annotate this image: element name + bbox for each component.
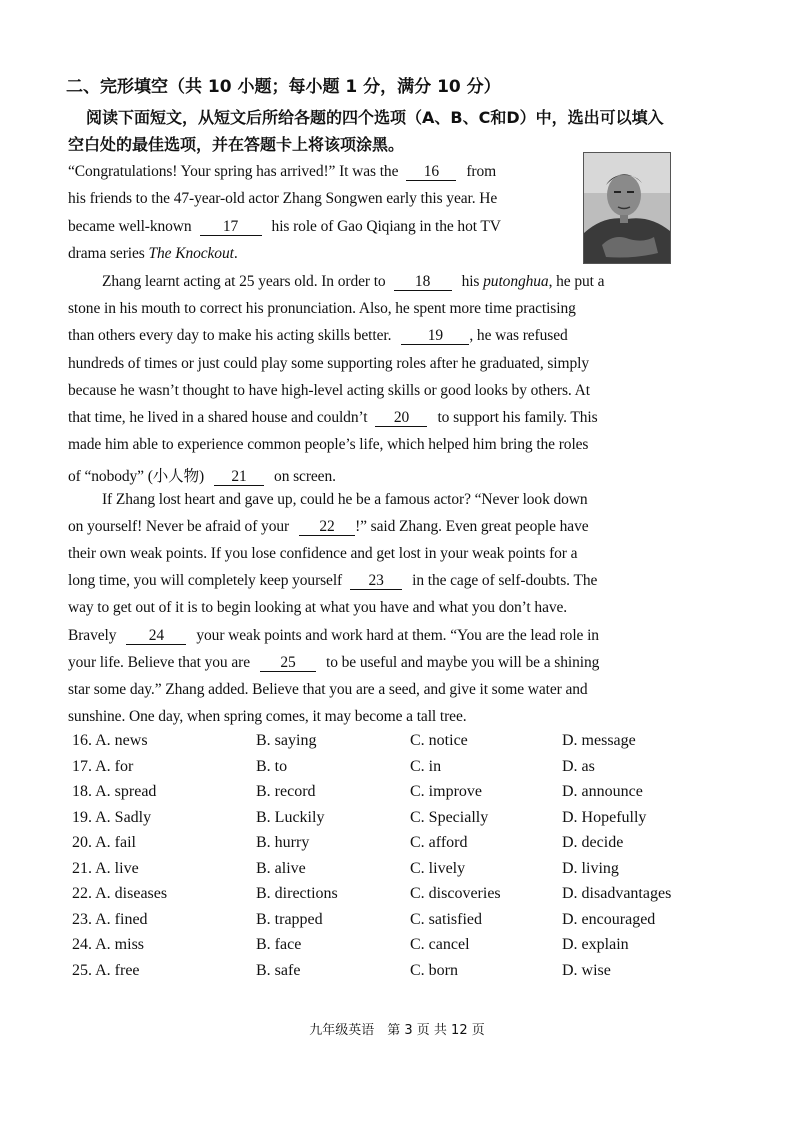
text: to support his family. This [437,409,598,426]
blank-21: 21 [214,468,264,486]
option-d: D. explain [562,936,629,953]
option-row-22 [72,885,712,911]
passage-line-21: sunshine. One day, when spring comes, it may become a tall tree. [68,708,467,725]
option-c: C. discoveries [410,885,501,902]
option-b: B. hurry [256,834,310,851]
actor-photo [583,152,671,264]
option-row-16 [72,732,712,758]
option-b: B. saying [256,732,317,749]
passage-line-17: way to get out of it is to begin looking at what you have and what you don’t have. [68,599,568,616]
option-d: D. decide [562,834,624,851]
passage-line-10 [68,409,598,427]
option-c: C. notice [410,732,468,749]
text: in the cage of self-doubts. The [412,572,598,589]
option-a: 17. A. for [72,757,134,775]
passage-line-8: hundreds of times or just could play some supporting roles after he graduated, simply [68,355,589,372]
passage-line-16 [68,572,597,590]
passage-line-4 [68,245,238,263]
option-c: C. lively [410,859,466,877]
passage-line-18 [68,627,599,645]
text: Bravely [68,627,117,644]
option-d: D. encouraged [562,910,656,928]
text: from [466,163,497,180]
drama-title: The Knockout [148,245,234,262]
option-a: 16. A. news [72,732,148,749]
text: your life. Believe that you are [68,654,250,671]
passage-line-7 [68,327,568,345]
option-c: C. satisfied [410,910,482,928]
text: on screen. [274,468,336,485]
option-a: 19. A. Sadly [72,808,152,826]
option-d: D. as [562,757,595,775]
option-row-19 [72,809,712,835]
option-d: D. Hopefully [562,808,647,826]
passage-line-5 [102,273,604,291]
text: on yourself! Never be afraid of your [68,518,290,535]
answer-options [72,732,712,987]
option-c: C. Specially [410,808,489,826]
option-row-21 [72,860,712,886]
option-a: 22. A. diseases [72,885,168,902]
option-d: D. announce [562,783,643,800]
text: long time, you will completely keep yourself [68,572,343,589]
text: , he put a [548,273,605,290]
text: that time, he lived in a shared house and couldn’t [68,409,368,426]
passage-line-19 [68,654,599,672]
option-row-18 [72,783,712,809]
option-row-24 [72,936,712,962]
option-c: C. born [410,961,458,979]
text: than others every day to make his acting skills better. [68,327,392,344]
option-row-23 [72,911,712,937]
text: , he was refused [469,327,568,344]
page-footer: 九年级英语 第 3 页 共 12 页 [309,1023,485,1038]
blank-18: 18 [394,273,452,291]
option-b: B. directions [256,885,338,902]
option-row-20 [72,834,712,860]
option-a: 18. A. spread [72,783,157,800]
option-b: B. trapped [256,910,323,928]
passage-line-15: their own weak points. If you lose confidence and get lost in your weak points for a [68,545,578,562]
text: his role of Gao Qiqiang in the hot TV [271,218,501,235]
option-d: D. disadvantages [562,885,672,902]
passage-line-1 [68,163,496,181]
option-b: B. to [256,757,288,775]
option-d: D. wise [562,961,611,979]
option-a: 24. A. miss [72,936,145,953]
option-b: B. safe [256,961,301,979]
option-row-25 [72,962,712,988]
option-a: 25. A. free [72,961,140,979]
option-d: D. living [562,859,619,877]
text: !” said Zhang. Even great people have [355,518,589,535]
text: his [461,273,480,290]
option-b: B. alive [256,859,306,877]
section-title: 二、完形填空（共 10 小题；每小题 1 分，满分 10 分） [66,77,501,97]
blank-19: 19 [401,327,469,345]
option-a: 23. A. fined [72,910,148,928]
option-b: B. record [256,783,316,800]
option-a: 21. A. live [72,859,139,877]
text: to be useful and maybe you will be a shining [325,654,600,671]
blank-23: 23 [350,572,402,590]
option-a: 20. A. fail [72,834,136,851]
passage-line-11: made him able to experience common people’s life, which helped him bring the roles [68,436,589,453]
text: drama series [68,245,145,262]
actor-photo-image [584,153,670,263]
option-c: C. cancel [410,936,470,953]
blank-20: 20 [375,409,427,427]
option-b: B. Luckily [256,808,325,826]
passage-line-3 [68,218,501,236]
text: became well-known [68,218,192,235]
option-c: C. in [410,757,442,775]
blank-22: 22 [299,518,355,536]
text: . [233,245,238,262]
text: of “nobody” (小人物) [68,468,205,485]
instructions [68,104,678,158]
text: “Congratulations! Your spring has arrived!” It was the [68,163,399,180]
text: Zhang learnt acting at 25 years old. In order to [102,273,386,290]
blank-17: 17 [200,218,262,236]
instructions-text: 阅读下面短文，从短文后所给各题的四个选项（A、B、C和D）中，选出可以填入空白处的最佳选项，并在答题卡上将该项涂黑。 [68,108,664,154]
blank-16: 16 [406,163,456,181]
passage-line-9: because he wasn’t thought to have high-level acting skills or good looks by others. At [68,382,590,399]
text: your weak points and work hard at them. “You are the lead role in [196,627,599,644]
option-b: B. face [256,936,302,953]
blank-24: 24 [126,627,186,645]
option-row-17 [72,758,712,784]
option-c: C. afford [410,834,468,851]
passage-line-14 [68,518,589,536]
passage-line-13: If Zhang lost heart and gave up, could he be a famous actor? “Never look down [102,491,588,508]
blank-25: 25 [260,654,316,672]
passage-line-6: stone in his mouth to correct his pronunciation. Also, he spent more time practising [68,300,576,317]
option-d: D. message [562,732,636,749]
passage-line-20: star some day.” Zhang added. Believe that you are a seed, and give it some water and [68,681,588,698]
passage-line-12 [68,464,336,486]
passage-line-2: his friends to the 47-year-old actor Zhang Songwen early this year. He [68,190,498,207]
text: putonghua [483,273,549,290]
option-c: C. improve [410,783,482,800]
